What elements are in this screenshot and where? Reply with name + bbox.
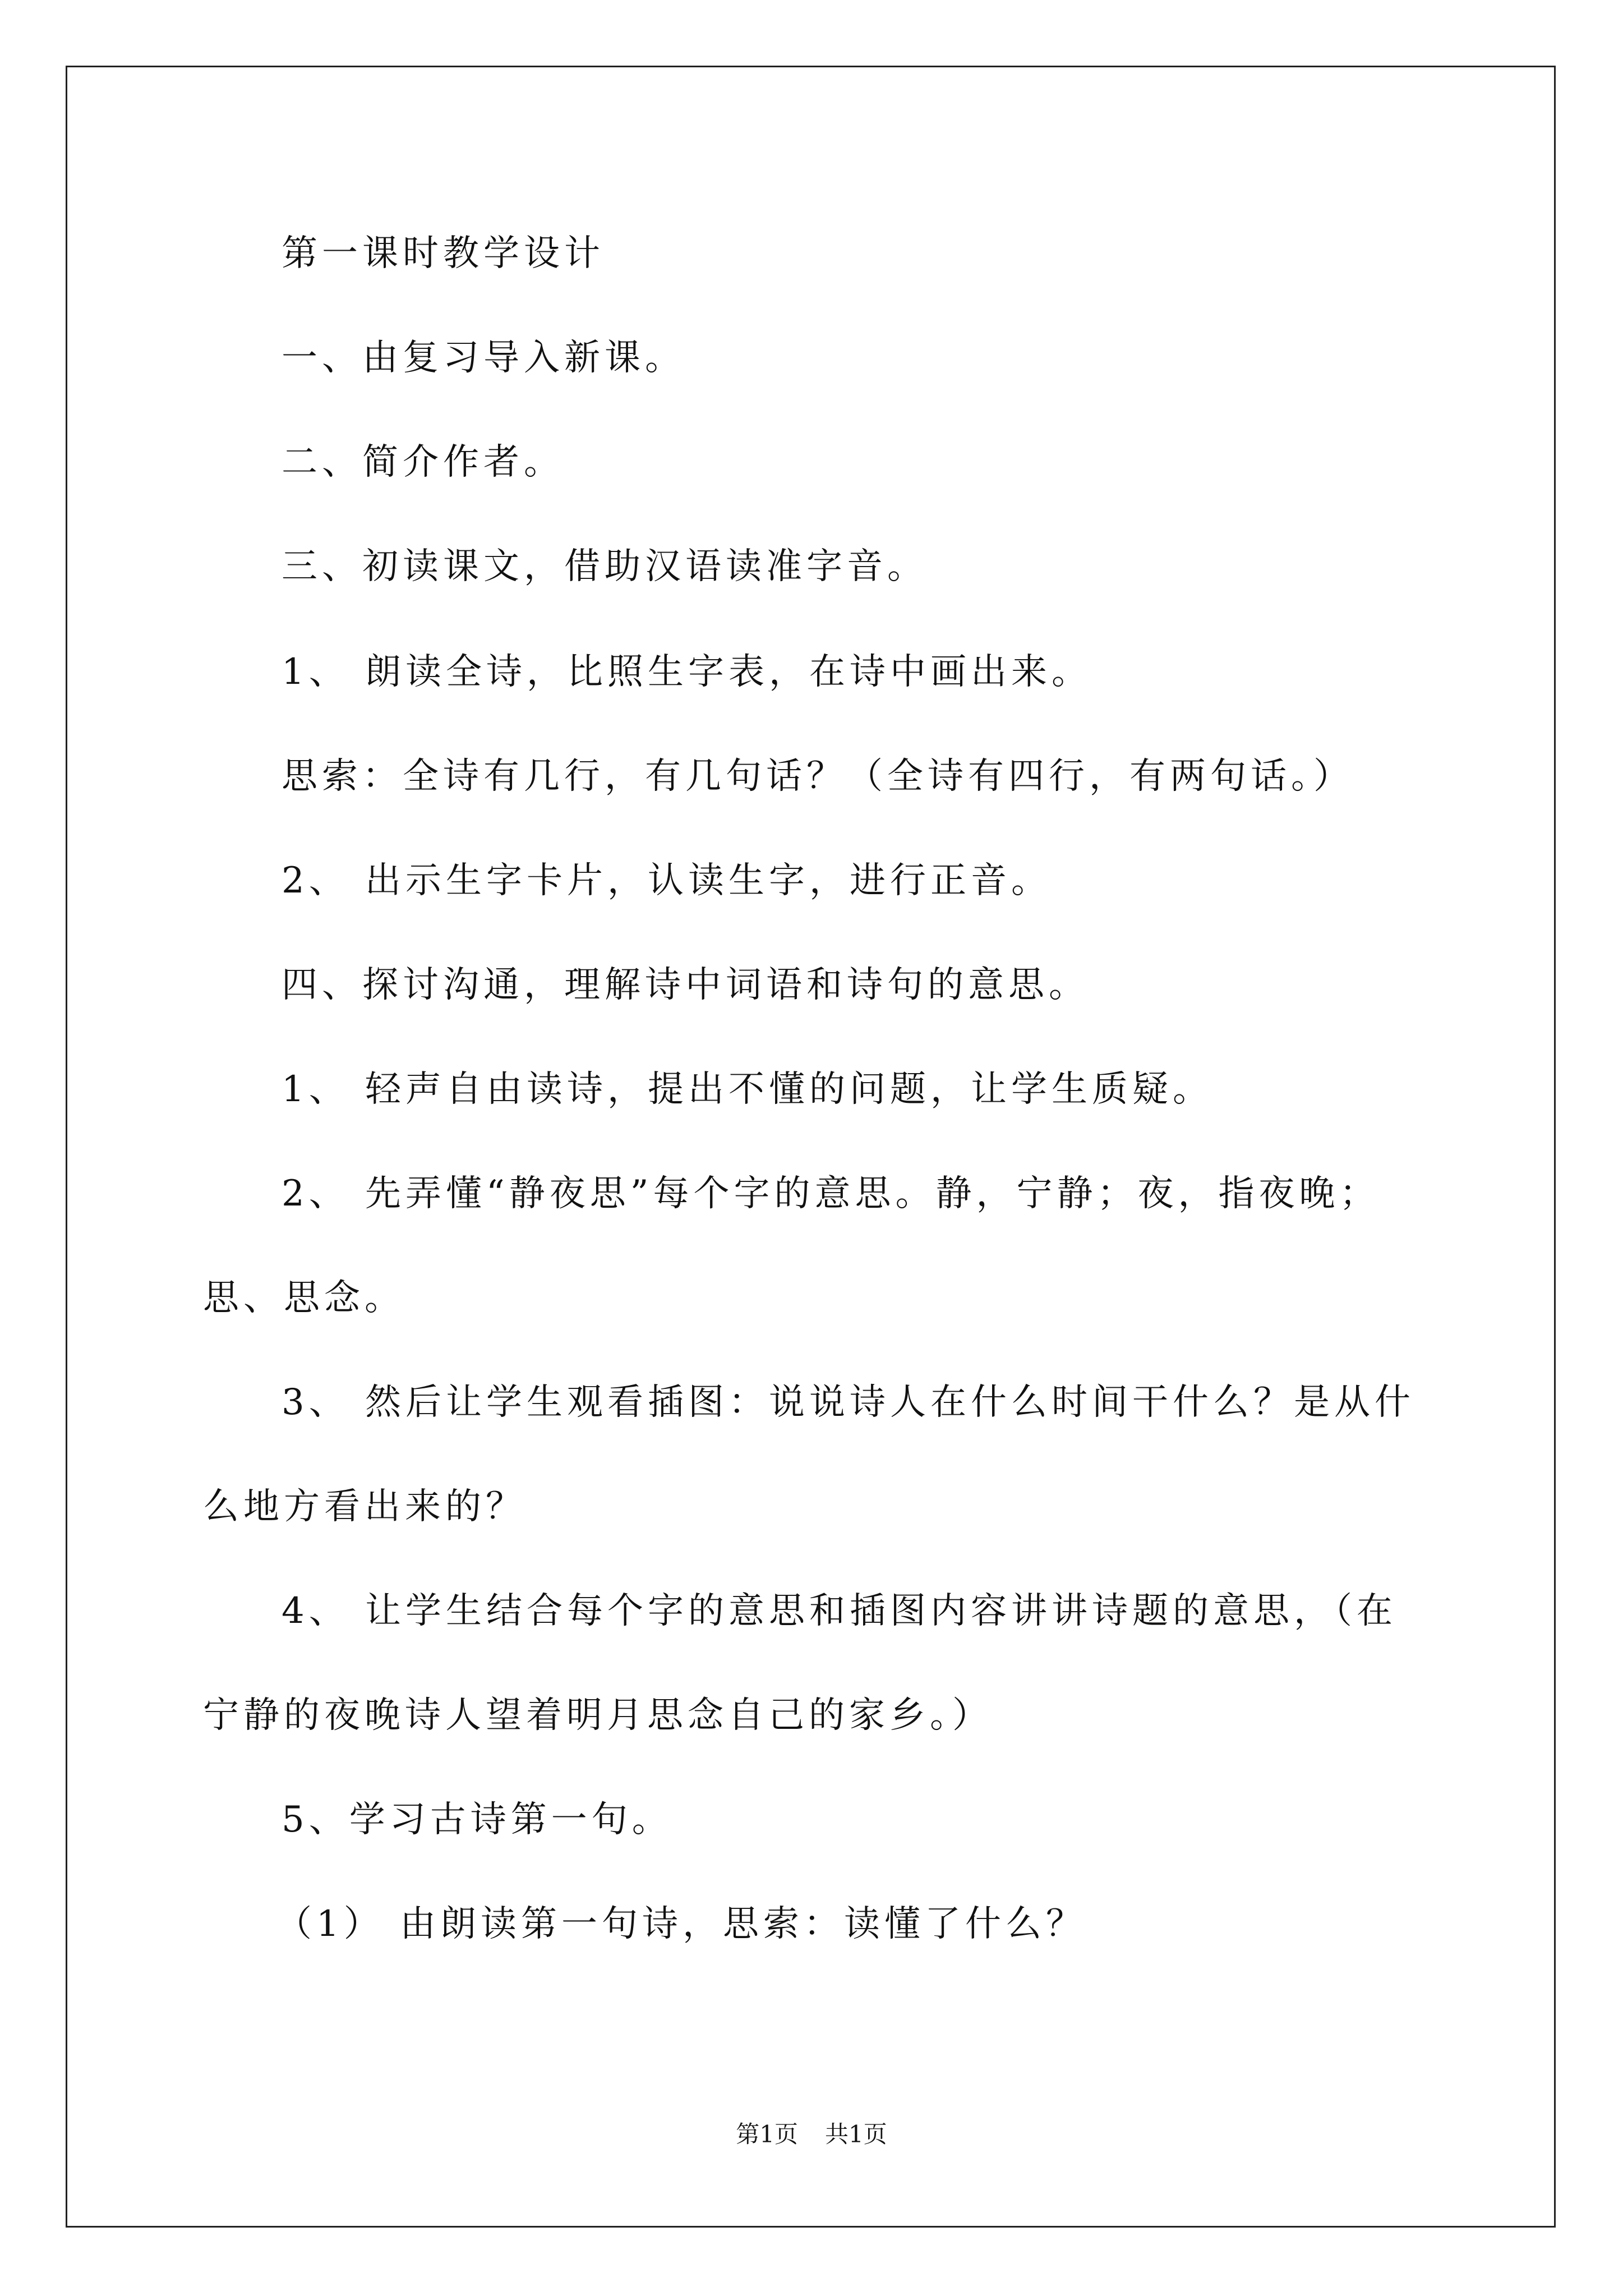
doc-title: 第一课时教学设计 (282, 233, 605, 274)
doc-line: 四、探讨沟通，理解诗中词语和诗句的意思。 (282, 964, 1089, 1006)
doc-line: 2、 先弄懂“静夜思”每个字的意思。静，宁静；夜，指夜晚； (282, 1173, 1380, 1214)
doc-line: 二、简介作者。 (282, 441, 564, 483)
doc-line: 一、由复习导入新课。 (282, 337, 685, 379)
doc-line: 4、 让学生结合每个字的意思和插图内容讲讲诗题的意思，（在 (282, 1590, 1398, 1632)
doc-line: 思索：全诗有几行，有几句话？（全诗有四行，有两句话。） (282, 756, 1354, 797)
doc-line: 么地方看出来的？ (203, 1486, 526, 1527)
doc-line: 1、 朗读全诗，比照生字表，在诗中画出来。 (282, 651, 1092, 693)
doc-line: 2、 出示生字卡片，认读生字，进行正音。 (282, 860, 1052, 901)
doc-line: 3、 然后让学生观看插图：说说诗人在什么时间干什么？是从什 (282, 1382, 1415, 1423)
doc-line: （1） 由朗读第一句诗，思索：读懂了什么？ (276, 1903, 1087, 1945)
doc-line: 5、学习古诗第一句。 (282, 1799, 672, 1841)
doc-line: 宁静的夜晚诗人望着明月思念自己的家乡。） (203, 1695, 993, 1736)
doc-line: 思、思念。 (203, 1277, 405, 1319)
page-number: 第1页 (736, 2120, 798, 2148)
page-total: 共1页 (825, 2120, 887, 2148)
page-footer (0, 2120, 1623, 2148)
doc-line: 三、初读课文，借助汉语读准字音。 (282, 546, 928, 587)
doc-line: 1、 轻声自由读诗，提出不懂的问题，让学生质疑。 (282, 1069, 1214, 1110)
